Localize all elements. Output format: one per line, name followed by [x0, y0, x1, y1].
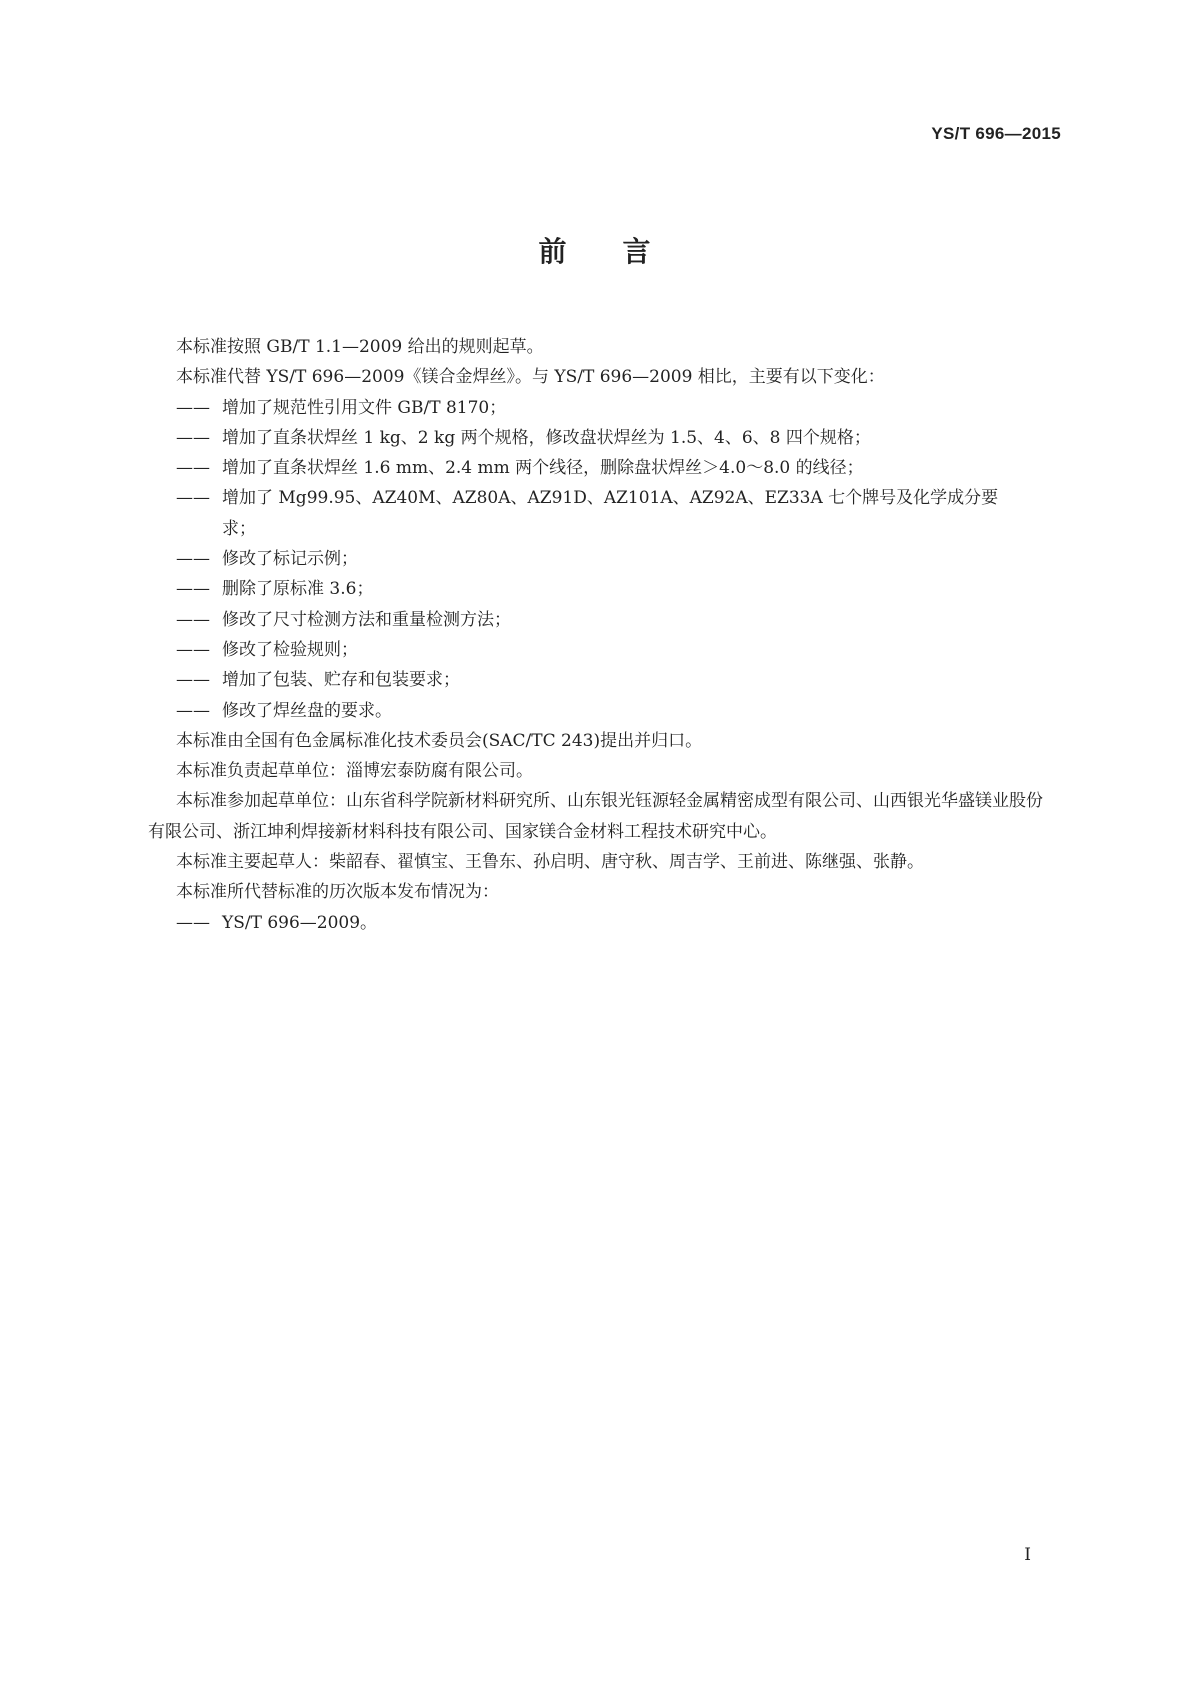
change-item: —— 删除了原标准 3.6；: [176, 579, 374, 600]
paragraph-proposed-by: 本标准由全国有色金属标准化技术委员会(SAC/TC 243)提出并归口。: [176, 730, 703, 751]
change-item: —— 修改了焊丝盘的要求。: [176, 700, 392, 721]
change-item: —— 修改了尺寸检测方法和重量检测方法；: [176, 609, 511, 630]
page-number: I: [1024, 1545, 1031, 1565]
title-part-1: 前: [538, 235, 569, 268]
paragraph-history-intro: 本标准所代替标准的历次版本发布情况为：: [176, 882, 499, 903]
change-item: —— 增加了直条状焊丝 1.6 mm、2.4 mm 两个线径，删除盘状焊丝＞4.0～8.0 的线径；: [176, 458, 864, 479]
change-item: —— 修改了检验规则；: [176, 639, 358, 660]
history-item: —— YS/T 696—2009。: [176, 912, 378, 933]
change-item: —— 增加了直条状焊丝 1 kg、2 kg 两个规格，修改盘状焊丝为 1.5、4、6、8 四个规格；: [176, 427, 871, 448]
standard-code: YS/T 696—2015: [931, 124, 1061, 143]
change-item: —— 修改了标记示例；: [176, 549, 358, 570]
paragraph-replaces: 本标准代替 YS/T 696—2009《镁合金焊丝》。与 YS/T 696—2009 相比，主要有以下变化：: [176, 367, 885, 388]
change-item: —— 增加了规范性引用文件 GB/T 8170；: [176, 397, 507, 418]
page-title: [0, 230, 1191, 270]
paragraph-participating-units: 本标准参加起草单位：山东省科学院新材料研究所、山东银光钰源轻金属精密成型有限公司、山西银光华盛镁业股份有限公司、浙江坤利焊接新材料科技有限公司、国家镁合金材料工程技术研究中心。: [148, 791, 1043, 842]
title-part-2: 言: [622, 235, 653, 268]
foreword-body: [148, 332, 1056, 938]
paragraph-main-drafters: 本标准主要起草人：柴韶春、翟慎宝、王鲁东、孙启明、唐守秋、周吉学、王前进、陈继强、张静。: [176, 852, 924, 873]
paragraph-drafting-rules: 本标准按照 GB/T 1.1—2009 给出的规则起草。: [176, 337, 544, 357]
change-item: —— 增加了包装、贮存和包装要求；: [176, 670, 460, 691]
paragraph-responsible-unit: 本标准负责起草单位：淄博宏泰防腐有限公司。: [176, 761, 533, 782]
change-item: —— 增加了 Mg99.95、AZ40M、AZ80A、AZ91D、AZ101A、AZ92A、EZ33A 七个牌号及化学成分要求；: [176, 488, 999, 539]
